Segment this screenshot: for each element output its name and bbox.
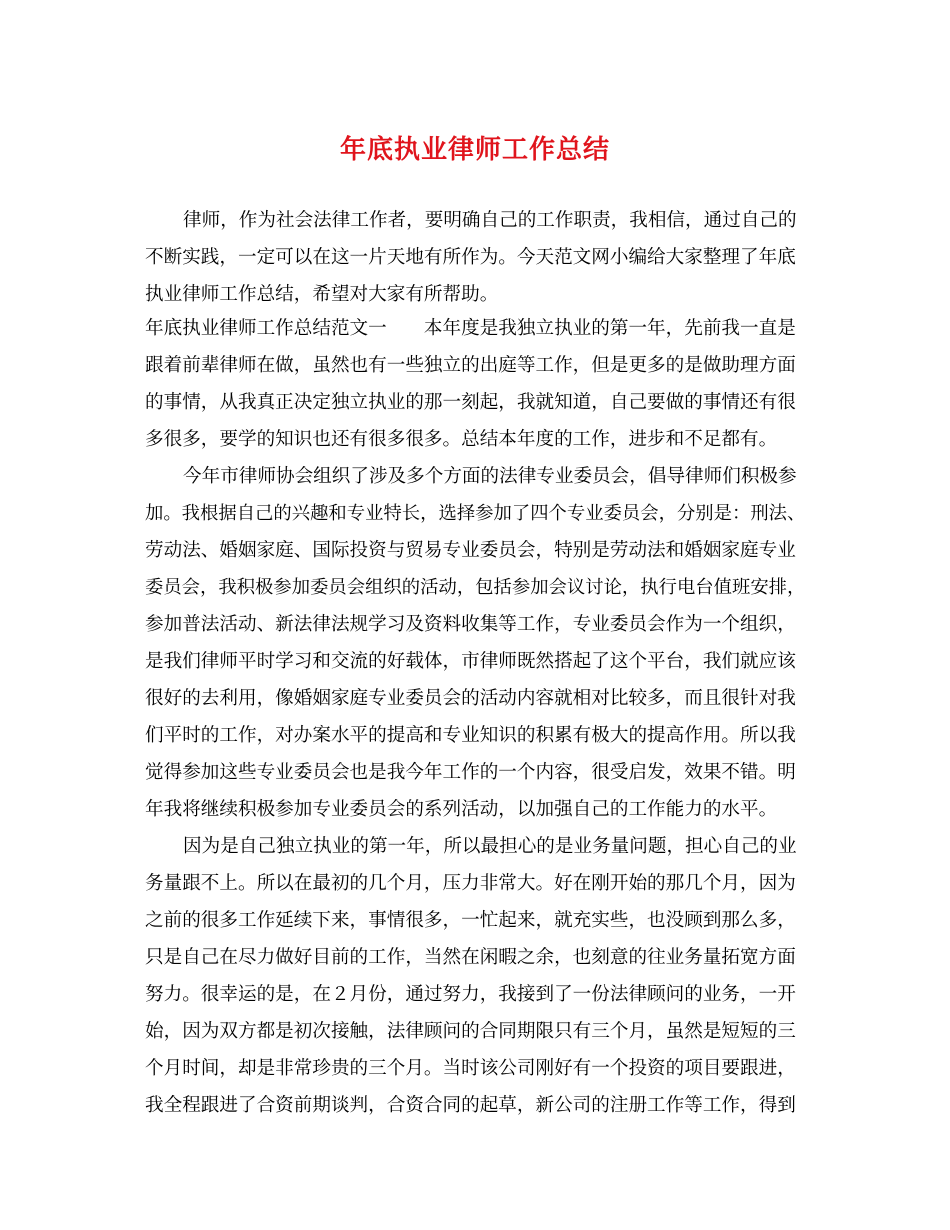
paragraph-line: 执业律师工作总结，希望对大家有所帮助。 <box>145 284 499 305</box>
paragraph-line: 的事情，从我真正决定独立执业的那一刻起，我就知道，自己要做的事情还有很 <box>145 392 796 413</box>
paragraph-line: 觉得参加这些专业委员会也是我今年工作的一个内容，很受启发，效果不错。明 <box>145 762 796 783</box>
paragraph-line: 始，因为双方都是初次接触，法律顾问的合同期限只有三个月，虽然是短短的三 <box>145 1021 796 1042</box>
paragraph-line: 劳动法、婚姻家庭、国际投资与贸易专业委员会，特别是劳动法和婚姻家庭专业 <box>145 540 796 561</box>
paragraph-line: 多很多，要学的知识也还有很多很多。总结本年度的工作，进步和不足都有。 <box>145 429 778 450</box>
paragraph-line: 今年市律师协会组织了涉及多个方面的法律专业委员会，倡导律师们积极参 <box>183 466 797 487</box>
paragraph-line: 年我将继续积极参加专业委员会的系列活动，以加强自己的工作能力的水平。 <box>145 799 778 820</box>
paragraph-line: 委员会，我积极参加委员会组织的活动，包括参加会议讨论，执行电台值班安排， <box>145 577 806 598</box>
paragraph-line: 不断实践，一定可以在这一片天地有所作为。今天范文网小编给大家整理了年底 <box>145 247 796 268</box>
paragraph-line: 我全程跟进了合资前期谈判，合资合同的起草，新公司的注册工作等工作，得到 <box>145 1095 796 1116</box>
paragraph-line: 律师，作为社会法律工作者，要明确自己的工作职责，我相信，通过自己的 <box>183 210 797 231</box>
paragraph-line: 努力。很幸运的是，在２月份，通过努力，我接到了一份法律顾问的业务，一开 <box>145 984 796 1005</box>
paragraph-line: 是我们律师平时学习和交流的好载体，市律师既然搭起了这个平台，我们就应该 <box>145 651 796 672</box>
paragraph-line: 务量跟不上。所以在最初的几个月，压力非常大。好在刚开始的那几个月，因为 <box>145 873 796 894</box>
paragraph-line: 因为是自己独立执业的第一年，所以最担心的是业务量问题，担心自己的业 <box>183 836 797 857</box>
paragraph-line: 跟着前辈律师在做，虽然也有一些独立的出庭等工作，但是更多的是做助理方面 <box>145 355 796 376</box>
document-title: 年底执业律师工作总结 <box>339 135 610 165</box>
paragraph-line: 个月时间，却是非常珍贵的三个月。当时该公司刚好有一个投资的项目要跟进， <box>145 1058 796 1079</box>
paragraph-line: 年底执业律师工作总结范文一 本年度是我独立执业的第一年，先前我一直是 <box>145 318 796 339</box>
paragraph-line: 参加普法活动、新法律法规学习及资料收集等工作，专业委员会作为一个组织， <box>145 614 796 635</box>
paragraph-line: 很好的去利用，像婚姻家庭专业委员会的活动内容就相对比较多，而且很针对我 <box>145 688 796 709</box>
paragraph-line: 之前的很多工作延续下来，事情很多，一忙起来，就充实些，也没顾到那么多， <box>145 910 796 931</box>
paragraph-line: 加。我根据自己的兴趣和专业特长，选择参加了四个专业委员会，分别是：刑法、 <box>145 503 806 524</box>
paragraph-line: 只是自己在尽力做好目前的工作，当然在闲暇之余，也刻意的往业务量拓宽方面 <box>145 947 796 968</box>
paragraph-line: 们平时的工作，对办案水平的提高和专业知识的积累有极大的提高作用。所以我 <box>145 725 796 746</box>
